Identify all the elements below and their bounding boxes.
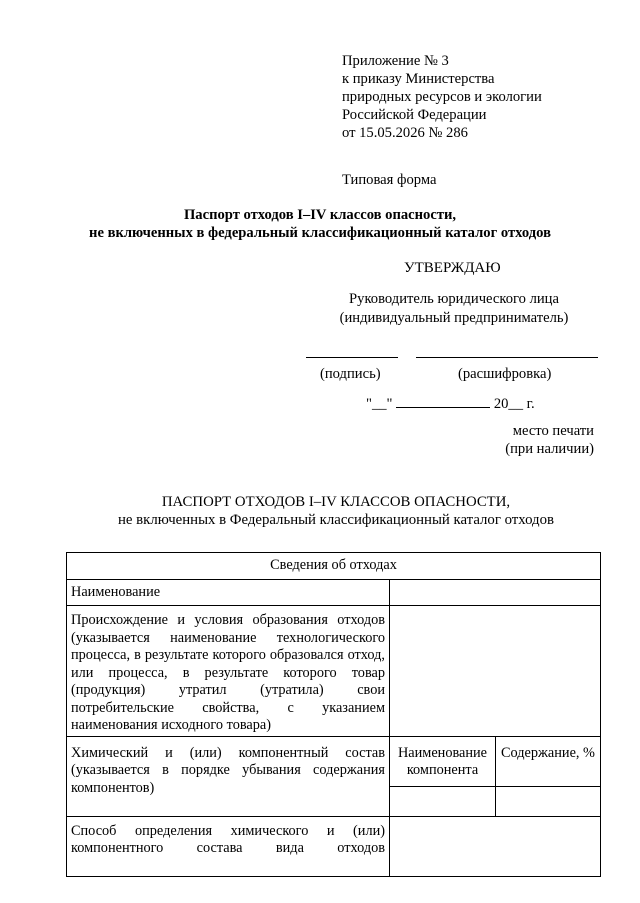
appendix-block xyxy=(342,52,542,142)
approve-heading: УТВЕРЖДАЮ xyxy=(404,260,501,276)
passport-title xyxy=(0,206,640,242)
decoding-line xyxy=(416,357,598,358)
approval-date xyxy=(366,395,535,413)
appendix-line: Приложение № 3 xyxy=(342,53,449,69)
method-value xyxy=(390,816,601,876)
origin-value xyxy=(390,606,601,737)
signature-line xyxy=(306,357,398,358)
stamp-line1: место печати xyxy=(512,423,594,439)
main-title-line1: ПАСПОРТ ОТХОДОВ I–IV КЛАССОВ ОПАСНОСТИ, xyxy=(161,494,511,510)
signature-label: (подпись) xyxy=(320,366,381,382)
section-header: Сведения об отходах xyxy=(67,553,601,580)
appendix-line: природных ресурсов и экологии xyxy=(342,89,542,105)
method-label xyxy=(67,816,390,876)
component-name-cell xyxy=(390,786,496,816)
passport-title-line1: Паспорт отходов I–IV классов опасности, xyxy=(183,207,457,223)
name-label: Наименование xyxy=(67,580,390,606)
appendix-line: к приказу Министерства xyxy=(342,71,495,87)
decoding-label: (расшифровка) xyxy=(458,366,552,382)
main-title xyxy=(0,493,640,529)
origin-label: Происхождение и условия образования отходов (указывается наименование технологического процесса, в результате которого образовался отход, или процесса, в результате которого товар (продукция) утратил (утратила) свои потребительские свойства, с указанием наименования исходного товара) xyxy=(67,606,390,737)
stamp-place xyxy=(480,422,594,458)
date-year: 20__ г. xyxy=(493,396,535,412)
method-line1: Способ определения химического и (или) xyxy=(71,822,385,839)
main-title-line2: не включенных в Федеральный классификационный каталог отходов xyxy=(118,512,554,528)
content-header: Содержание, % xyxy=(496,736,601,786)
component-name-header: Наименование компонента xyxy=(390,736,496,786)
head-line2: (индивидуальный предприниматель) xyxy=(339,310,569,326)
date-month-blank xyxy=(396,395,490,408)
method-line2: компонентного состава вида отходов xyxy=(71,840,385,856)
composition-label: Химический и (или) компонентный состав (указывается в порядке убывания содержания компонентов) xyxy=(67,736,390,816)
appendix-line: Российской Федерации xyxy=(342,107,487,123)
stamp-line2: (при наличии) xyxy=(505,441,594,457)
name-value xyxy=(390,580,601,606)
appendix-line: от 15.05.2026 № 286 xyxy=(342,125,468,141)
head-of-entity xyxy=(318,290,590,328)
waste-info-table xyxy=(66,552,601,877)
date-day: "__" xyxy=(366,396,393,412)
head-line1: Руководитель юридического лица xyxy=(349,291,559,307)
passport-title-line2: не включенных в федеральный классификационный каталог отходов xyxy=(89,225,551,241)
content-cell xyxy=(496,786,601,816)
form-type: Типовая форма xyxy=(342,172,437,188)
